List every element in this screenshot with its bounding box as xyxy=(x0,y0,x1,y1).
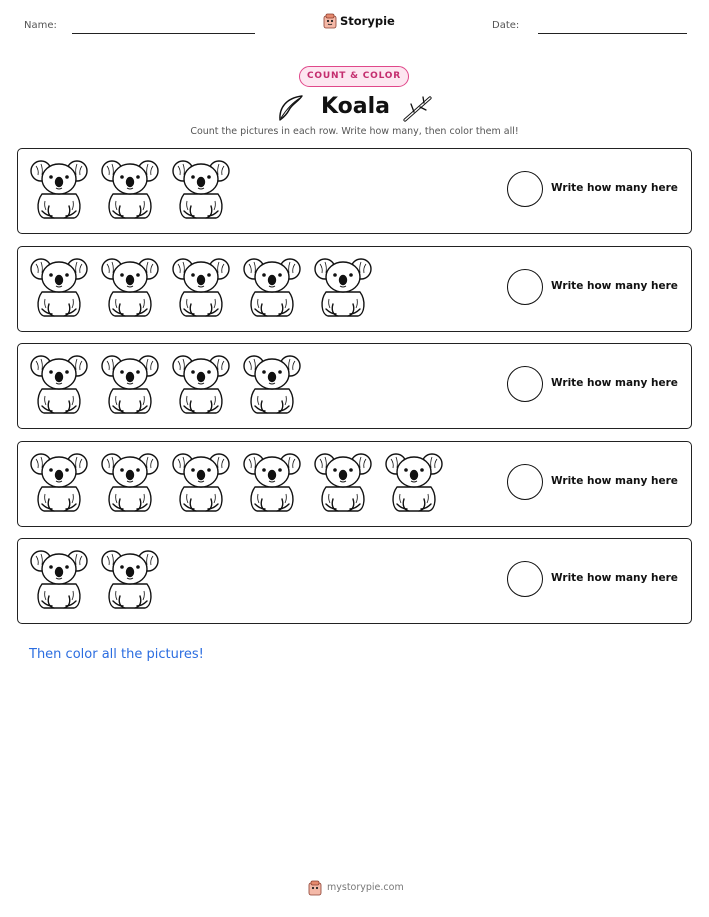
koala-icon[interactable] xyxy=(30,254,88,318)
brand-name: Storypie xyxy=(340,14,395,28)
answer-circle[interactable] xyxy=(507,561,543,597)
name-line[interactable] xyxy=(72,33,255,34)
page-title: Koala xyxy=(321,94,391,119)
koala-icon[interactable] xyxy=(101,351,159,415)
footer xyxy=(0,880,709,898)
counting-row xyxy=(17,246,692,332)
counting-row xyxy=(17,441,692,527)
answer-label: Write how many here xyxy=(551,182,678,194)
activity-badge: COUNT & COLOR xyxy=(299,66,409,87)
answer-circle[interactable] xyxy=(507,366,543,402)
instructions: Count the pictures in each row. Write how many, then color them all! xyxy=(190,126,519,137)
color-instruction: Then color all the pictures! xyxy=(29,647,204,662)
worksheet-header xyxy=(0,0,709,50)
koala-icon[interactable] xyxy=(101,546,159,610)
answer-circle[interactable] xyxy=(507,464,543,500)
counting-row xyxy=(17,148,692,234)
koala-icon[interactable] xyxy=(101,254,159,318)
counting-row xyxy=(17,538,692,624)
date-label: Date: xyxy=(492,20,520,31)
answer-label: Write how many here xyxy=(551,474,678,487)
answer-circle[interactable] xyxy=(507,269,543,305)
date-line[interactable] xyxy=(538,33,687,34)
koala-icon[interactable] xyxy=(30,156,88,220)
name-label: Name: xyxy=(24,20,57,31)
answer-label: Write how many here xyxy=(551,572,678,584)
koala-icon[interactable] xyxy=(172,351,230,415)
counting-row xyxy=(17,343,692,429)
answer-label: Write how many here xyxy=(551,377,678,389)
koala-icon[interactable] xyxy=(101,156,159,220)
koala-icon[interactable] xyxy=(101,449,159,513)
eucalyptus-leaf-icon xyxy=(276,94,306,122)
koala-icon[interactable] xyxy=(30,449,88,513)
answer-circle[interactable] xyxy=(507,171,543,207)
storypie-logo-icon xyxy=(323,13,337,29)
koala-icon[interactable] xyxy=(30,351,88,415)
koala-icon[interactable] xyxy=(314,254,372,318)
title-row xyxy=(0,92,709,122)
koala-icon[interactable] xyxy=(314,449,372,513)
koala-icon[interactable] xyxy=(243,254,301,318)
storypie-logo-icon xyxy=(308,880,322,896)
koala-icon[interactable] xyxy=(243,351,301,415)
answer-label: Write how many here xyxy=(551,279,678,292)
koala-icon[interactable] xyxy=(172,156,230,220)
koala-icon[interactable] xyxy=(243,449,301,513)
koala-icon[interactable] xyxy=(172,449,230,513)
koala-icon[interactable] xyxy=(30,546,88,610)
branch-icon xyxy=(402,94,434,122)
storypie-brand xyxy=(323,13,395,29)
footer-url[interactable]: mystorypie.com xyxy=(327,882,404,893)
koala-icon[interactable] xyxy=(385,449,443,513)
koala-icon[interactable] xyxy=(172,254,230,318)
